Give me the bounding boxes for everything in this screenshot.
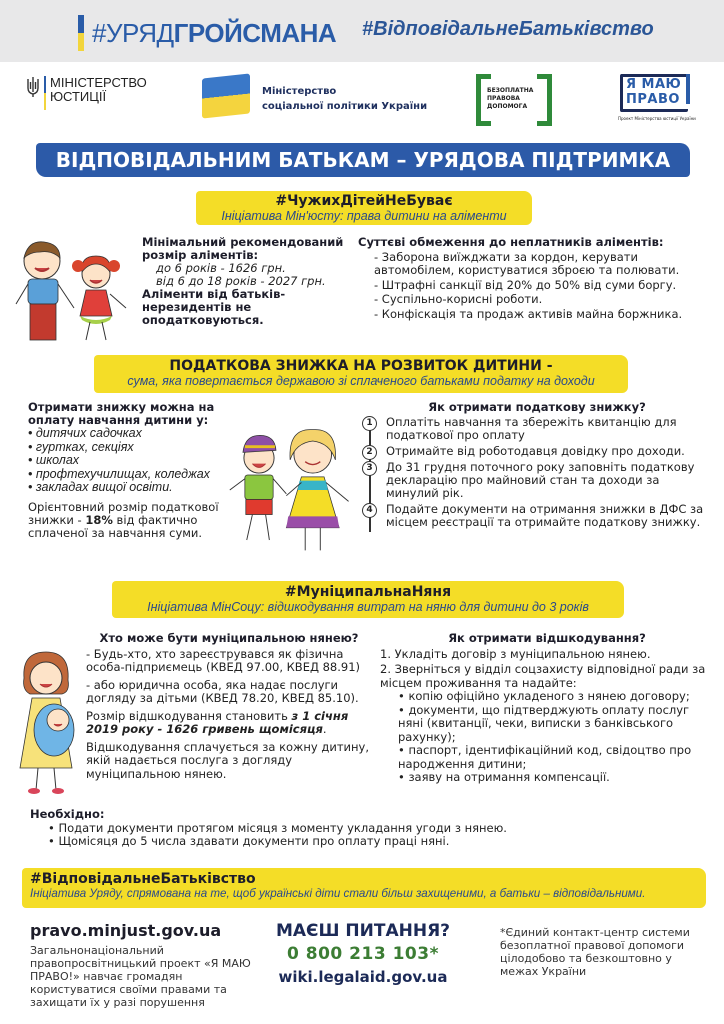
flag-bar-icon <box>44 76 46 110</box>
tax-discount-eligibility <box>28 401 224 540</box>
alimony-note: Аліменти від батьків-нерезидентів не оподатковуються. <box>142 287 286 327</box>
ya-mayu-pravo-name: Я МАЮ ПРАВО <box>626 77 682 107</box>
main-title: ВІДПОВІДАЛЬНИМ БАТЬКАМ – УРЯДОВА ПІДТРИМКА <box>36 143 690 177</box>
restriction-item: - Штрафні санкції від 20% до 50% від суми боргу. <box>374 277 677 292</box>
compensation-amount: Розмір відшкодування становить з 1 січня 2019 року - 1626 гривень щомісяця. <box>86 708 349 736</box>
steps-heading: Як отримати податкову знижку? <box>428 400 646 414</box>
compensation-heading: Як отримати відшкодування? <box>448 631 646 645</box>
eligibility-item: • закладах вищої освіти. <box>28 480 173 494</box>
banner-title: #МуніципальнаНяня <box>284 584 452 600</box>
legal-aid-logo <box>476 74 552 126</box>
project-description: Загальнонаціональний правопросвітницький проект «Я МАЮ ПРАВО!» навчає громадян користуватися своїми правами та захищати їх у разі порушення <box>30 944 251 1009</box>
nanny-heading: Хто може бути муніципальною нянею? <box>99 631 359 645</box>
required-item: • Подати документи протягом місяця з моменту укладання угоди з нянею. <box>48 820 507 835</box>
tax-discount-steps <box>362 401 712 532</box>
exclamation-icon <box>686 74 690 104</box>
eligibility-heading: Отримати знижку можна на оплату навчання дитини у: <box>28 400 215 427</box>
minsoc-name: Міністерство соціальної політики України <box>262 86 428 112</box>
document-item: • паспорт, ідентифікаційний код, свідоцтво про народження дитини; <box>398 743 692 771</box>
step-number: 4 <box>362 503 377 518</box>
alimony-minimum <box>142 236 347 327</box>
discount-size: Орієнтовний розмір податкової знижки - 18% від фактично сплаченої за навчання суми. <box>28 499 219 540</box>
children-illustration <box>226 418 358 563</box>
required-item: • Щомісяця до 5 числа здавати документи про оплату праці няні. <box>48 834 450 848</box>
eligibility-item: • профтехучилищах, коледжах <box>28 466 210 481</box>
restrictions-heading: Суттєві обмеження до неплатників аліментів: <box>358 235 664 249</box>
responsible-parenthood-banner <box>22 868 706 908</box>
eligibility-item: • школах <box>28 453 80 467</box>
debtor-restrictions <box>358 236 714 321</box>
minjust-site-link[interactable]: pravo.minjust.gov.ua <box>30 921 222 940</box>
banner-title: ПОДАТКОВА ЗНИЖКА НА РОЗВИТОК ДИТИНИ - <box>169 358 553 374</box>
step-number: 1 <box>362 416 377 431</box>
legalaid-wiki-link[interactable]: wiki.legalaid.gov.ua <box>278 968 448 986</box>
step-item: 2 Отримайте від роботодавця довідку про доходи. <box>362 445 712 458</box>
campaign-hashtag: #ВідповідальнеБатьківство <box>362 18 654 40</box>
gov-hashtag-light: #УРЯД <box>92 17 174 48</box>
document-item: • заяву на отримання компенсації. <box>398 770 610 784</box>
alimony-item: від 6 до 18 років - 2027 грн. <box>156 274 326 288</box>
restriction-item: - Суспільно-корисні роботи. <box>374 292 543 306</box>
banner-subtitle: Ініціатива Уряду, спрямована на те, щоб українські діти стали більш захищеними, а батьки – відповідальними. <box>30 887 646 900</box>
nanny-paragraph: - Будь-хто, хто зареєструвався як фізична особа-підприємець (КВЕД 97.00, КВЕД 88.91) <box>86 646 361 674</box>
restriction-item: - Заборона виїжджати за кордон, керувати автомобілем, користуватися зброєю та полювати. <box>374 249 680 277</box>
question-heading: МАЄШ ПИТАННЯ? <box>275 921 451 941</box>
top-header-bar <box>0 0 724 62</box>
nanny-paragraph: Відшкодування сплачується за кожну дитину, якій надається послуга з догляду муніципальною нянею. <box>86 739 369 781</box>
banner-subtitle: Ініціатива МінСоцу: відшкодування витрат на няню для дитини до 3 років <box>147 600 589 614</box>
alimony-item: до 6 років - 1626 грн. <box>156 261 286 275</box>
footer-project <box>30 921 266 1009</box>
municipal-nanny-banner <box>112 581 624 618</box>
ukraine-flag-icon <box>202 73 250 118</box>
hotline-note: *Єдиний контакт-центр системи безоплатної правової допомоги цілодобово та безкоштовно у межах України <box>500 926 690 978</box>
legal-aid-name: БЕЗОПЛАТНА ПРАВОВА ДОПОМОГА <box>487 87 534 110</box>
hotline-phone[interactable]: 0 800 213 103* <box>287 944 439 964</box>
gov-hashtag-bold: ГРОЙСМАНА <box>173 17 337 48</box>
minjust-name: МІНІСТЕРСТВО ЮСТИЦІЇ <box>50 75 147 104</box>
step-item: 3 До 31 грудня поточного року заповніть податкову декларацію про майновий стан та доходи за минулий рік. <box>362 461 712 500</box>
step-number: 3 <box>362 461 377 476</box>
trident-icon <box>26 76 40 98</box>
mother-baby-illustration <box>12 648 80 796</box>
alimony-heading: Мінімальний рекомендований розмір аліментів: <box>142 235 344 262</box>
document-item: • копію офіційно укладеного з нянею договору; <box>398 689 690 703</box>
flag-bar-icon <box>78 15 84 51</box>
minjust-logo <box>26 75 147 110</box>
nanny-paragraph: - або юридична особа, яка надає послуги догляду за дітьми (КВЕД 78.20, КВЕД 85.10). <box>86 677 359 705</box>
compensation-step: 1. Укладіть договір з муніципальною нянею. <box>380 646 651 661</box>
eligibility-item: • дитячих садочках <box>28 426 142 440</box>
banner-title: #ВідповідальнеБатьківство <box>30 871 256 887</box>
kids-illustration <box>10 236 135 346</box>
required-heading: Необхідно: <box>30 807 105 821</box>
step-item: 4 Подайте документи на отримання знижки в ДФС за місцем реєстрації та отримайте податкову знижку. <box>362 503 712 529</box>
compensation-step: 2. Зверніться у відділ соцзахисту відповідної ради за місцем проживання та надайте: <box>380 662 706 690</box>
step-item: 1 Оплатіть навчання та збережіть квитанцію для податкової про оплату <box>362 416 712 442</box>
banner-subtitle: Ініціатива Мін'юсту: права дитини на аліменти <box>221 209 507 223</box>
ya-mayu-pravo-logo <box>614 74 694 128</box>
step-number: 2 <box>362 445 377 460</box>
compensation-steps <box>380 632 714 785</box>
gov-hashtag-logo <box>78 15 336 51</box>
footer-contact <box>266 920 460 988</box>
alimony-banner <box>196 191 532 225</box>
eligibility-item: • гуртках, секціях <box>28 439 134 454</box>
nanny-eligibility <box>86 632 372 785</box>
banner-title: #ЧужихДітейНеБуває <box>275 193 453 209</box>
required-actions <box>30 808 670 849</box>
tax-discount-banner <box>94 355 628 393</box>
restriction-item: - Конфіскація та продаж активів майна боржника. <box>374 306 683 321</box>
partner-logos <box>0 70 724 130</box>
ya-mayu-pravo-subtitle: Проект Міністерства юстиції України <box>618 116 696 121</box>
document-item: • документи, що підтверджують оплату послуг няні (квитанції, чеки, виписки з банківського рахунку); <box>398 702 690 744</box>
banner-subtitle: сума, яка повертається державою зі сплаченого батьками податку на доходи <box>127 374 595 388</box>
